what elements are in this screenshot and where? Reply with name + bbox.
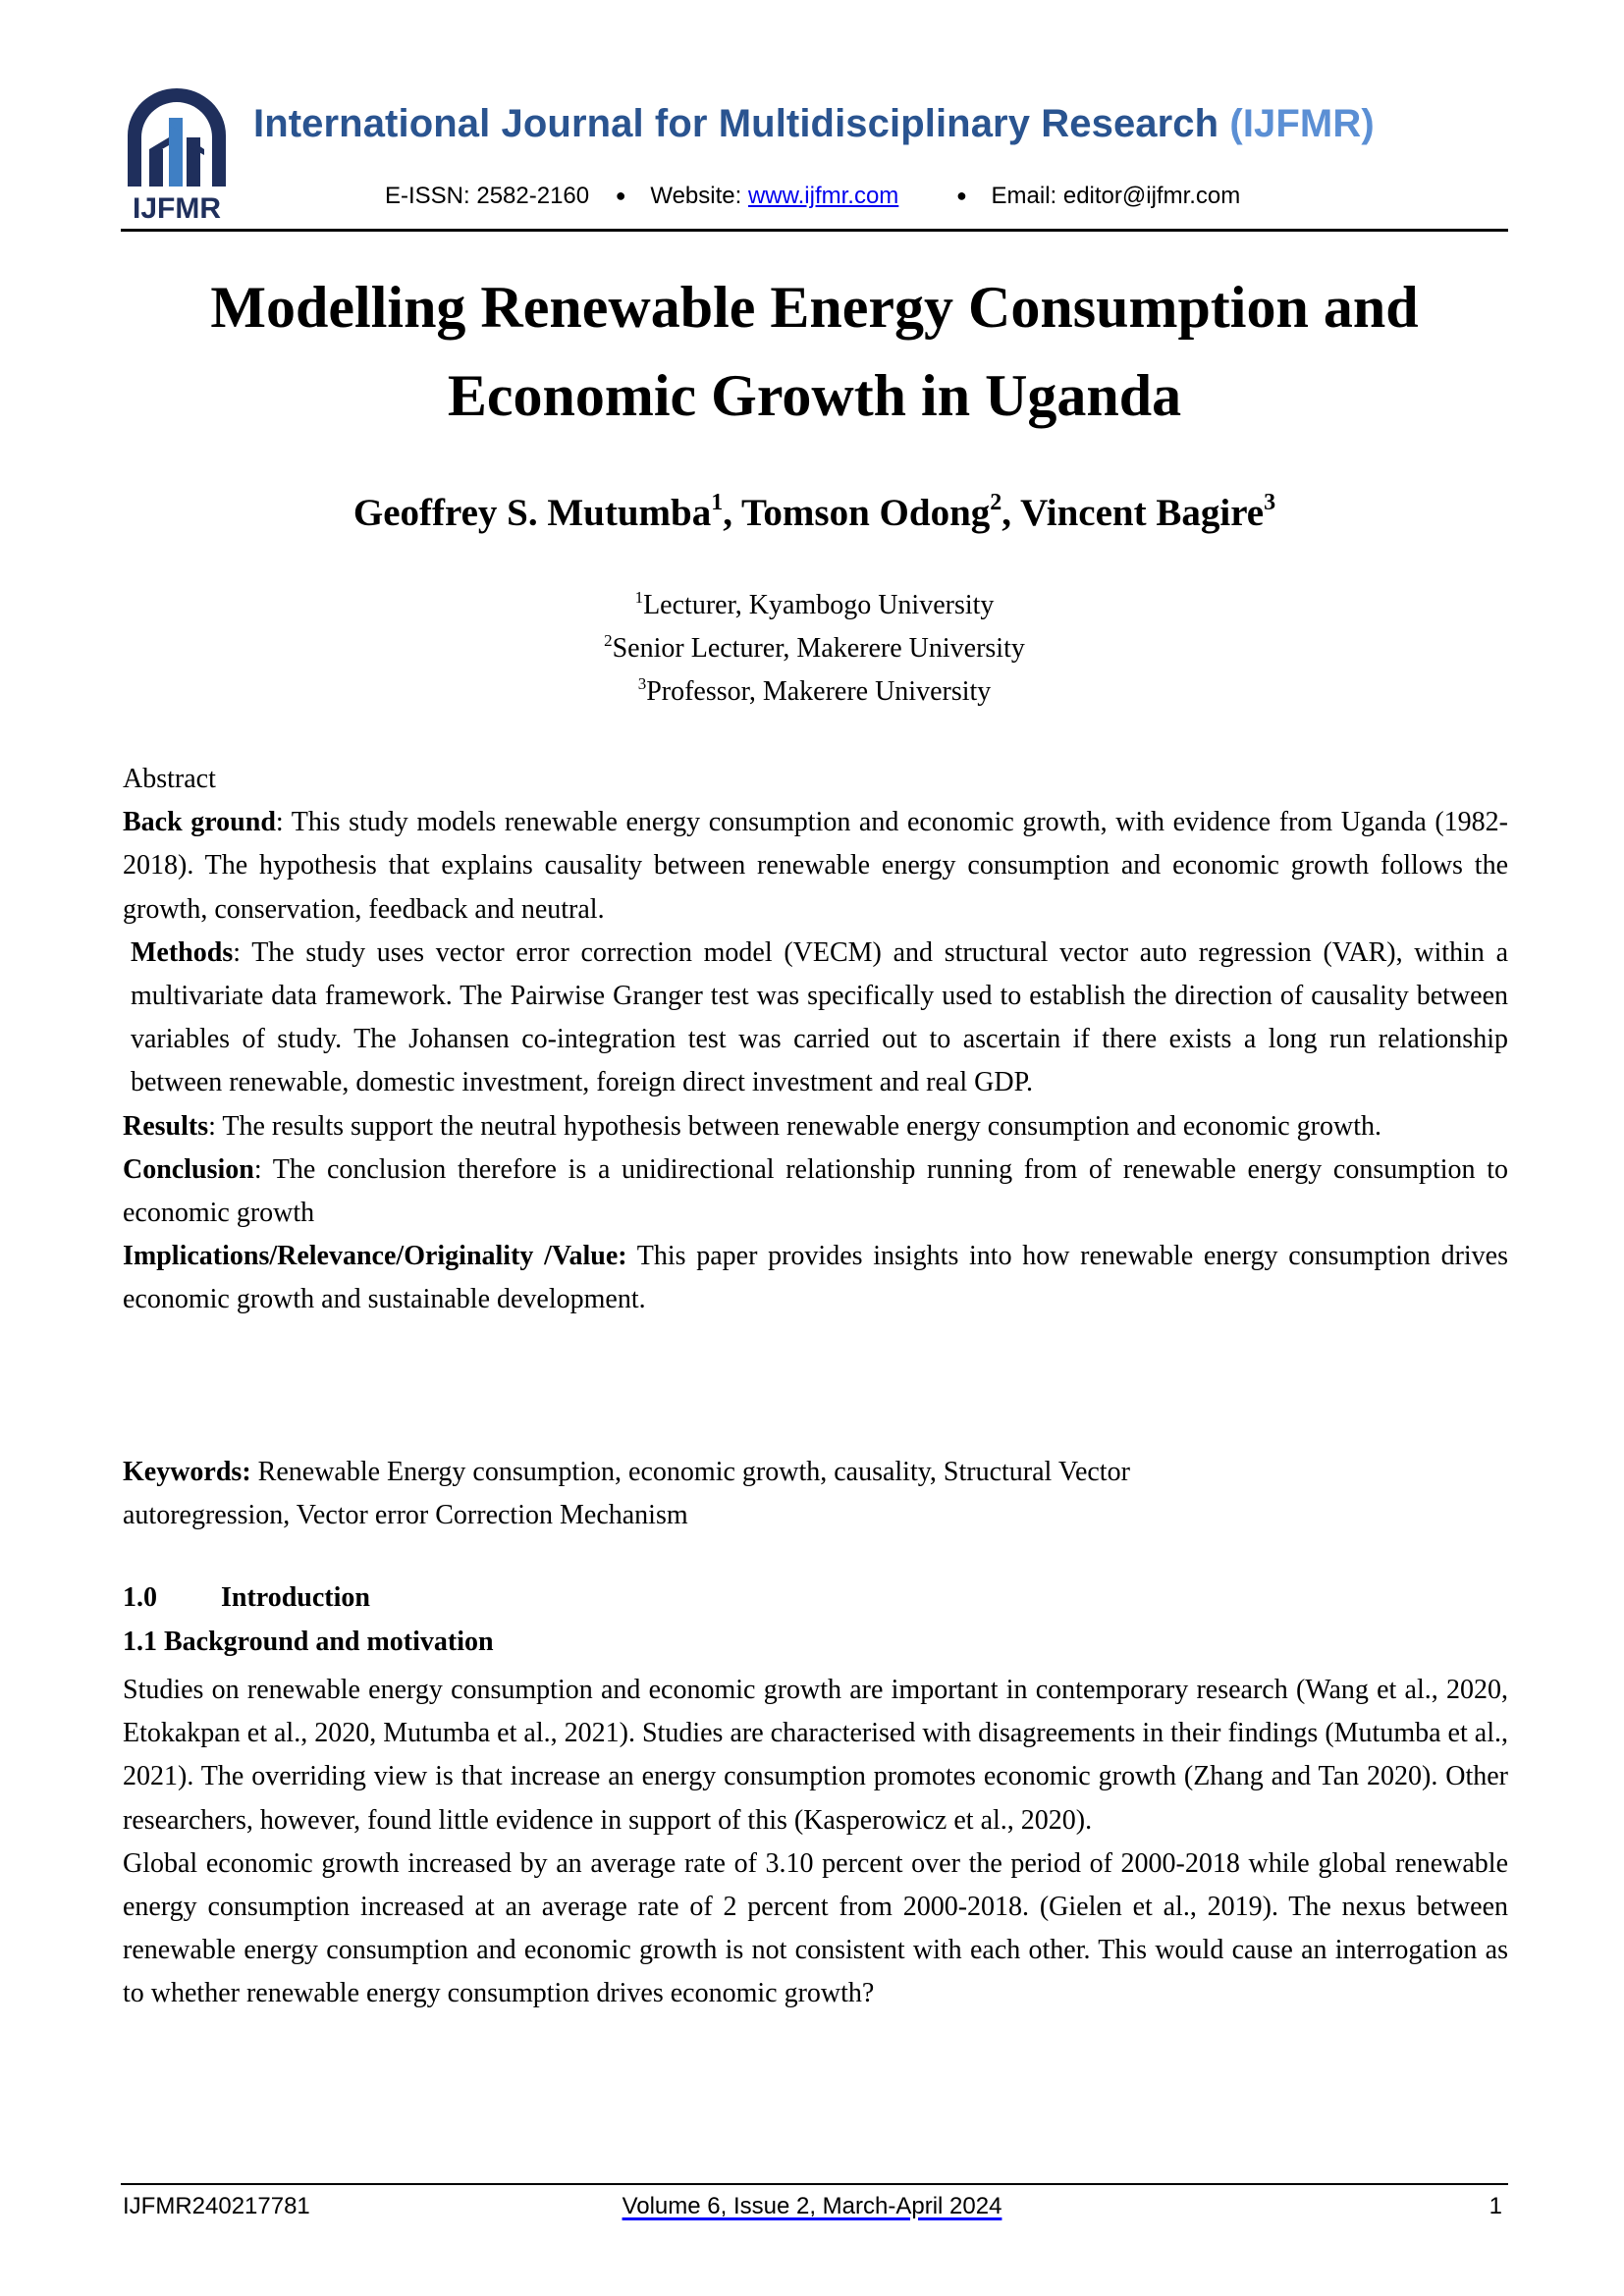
logo-arch-icon (126, 88, 228, 222)
keywords (123, 1451, 1508, 1537)
affiliation: $^1$Lecturer, Kyambogo University (634, 588, 995, 620)
abstract-heading: Abstract (123, 764, 216, 794)
journal-abbreviation: (IJFMR) (1229, 102, 1375, 145)
ijfmr-logo (126, 88, 228, 222)
volume-issue-link[interactable]: Volume 6, Issue 2, March-April 2024 (622, 2193, 1002, 2219)
header-divider (121, 229, 1508, 232)
affiliations (121, 584, 1508, 714)
bullet-icon: ● (615, 186, 626, 205)
email: Email: editor@ijfmr.com (991, 183, 1241, 209)
abstract-conclusion: Conclusion: The conclusion therefore is a unidirectional relationship running from of renewable energy consumption to economic growth (123, 1153, 1508, 1229)
website-label: Website: (650, 183, 742, 209)
subsection-heading: 1.1 Background and motivation (123, 1627, 494, 1657)
abstract-methods: Methods: The study uses vector error correction model (VECM) and structural vector auto regression (VAR), within a multivariate data framework. The Pairwise Granger test was specifically used to establish the direction of causality between variables of study. The Johansen co-integration test was carried out to ascertain if there exists a long run relationship between renewable, domestic investment, foreign direct investment and real GDP. (131, 936, 1508, 1098)
volume-issue (0, 2193, 1624, 2220)
journal-name (253, 102, 1375, 146)
paragraph: Studies on renewable energy consumption and economic growth are important in contemporary research (Wang et al., 2020, Etokakpan et al., 2020, Mutumba et al., 2021). Studies are characterised with disagreements in their findings (Mutumba et al., 2021). The overriding view is that increase an energy consumption promotes economic growth (Zhang and Tan 2020). Other researchers, however, found little evidence in support of this (Kasperowicz et al., 2020). (123, 1675, 1508, 1836)
keywords-line-2: autoregression, Vector error Correction Mechanism (123, 1500, 688, 1531)
affiliation: $^2$Senior Lecturer, Makerere University (604, 631, 1025, 664)
keywords-line-1: Keywords: Renewable Energy consumption, economic growth, causality, Structural Vector (123, 1457, 1130, 1487)
abstract-background: Back ground: This study models renewable energy consumption and economic growth, with evidence from Uganda (1982-2018). The hypothesis that explains causality between renewable energy consumption and economic growth follows the growth, conservation, feedback and neutral. (123, 807, 1508, 925)
author: Vincent Bagire$^3$ (1020, 490, 1276, 534)
title-line-1: Modelling Renewable Energy Consumption and (210, 275, 1419, 340)
abstract (123, 758, 1508, 1322)
section-heading-introduction (123, 1582, 370, 1614)
journal-name-text: International Journal for Multidisciplinary Research (253, 102, 1219, 145)
section-number: 1.0 (123, 1582, 157, 1613)
section-title: Introduction (221, 1582, 370, 1613)
introduction-body (123, 1669, 1508, 2016)
page-number: 1 (1489, 2193, 1502, 2219)
journal-meta (385, 183, 1240, 210)
footer-divider (121, 2183, 1508, 2185)
title-line-2: Economic Growth in Uganda (447, 363, 1182, 428)
affiliation: $^3$Professor, Makerere University (637, 674, 992, 707)
author: Geoffrey S. Mutumba$^1$, (352, 490, 741, 534)
author: Tomson Odong$^2$, (741, 490, 1021, 534)
abstract-results: Results: The results support the neutral hypothesis between renewable energy consumption and economic growth. (123, 1110, 1382, 1142)
abstract-implications: Implications/Relevance/Originality /Value: This paper provides insights into how renewable energy consumption drives economic growth and sustainable development. (123, 1241, 1508, 1315)
paper-id: IJFMR240217781 (123, 2193, 310, 2219)
bullet-icon: ● (955, 186, 967, 205)
eissn: E-ISSN: 2582-2160 (385, 183, 590, 209)
website-link[interactable]: www.ijfmr.com (747, 183, 899, 209)
paper-title (121, 263, 1508, 440)
svg-text:IJFMR: IJFMR (133, 192, 221, 222)
author-list (121, 491, 1508, 535)
paragraph: Global economic growth increased by an average rate of 3.10 percent over the period of 2000-2018 while global renewable energy consumption increased at an average rate of 2 percent from 2000-2018. (Gielen et al., 2019). The nexus between renewable energy consumption and economic growth is not consistent with each other. This would cause an interrogation as to whether renewable energy consumption drives economic growth? (123, 1847, 1508, 2009)
